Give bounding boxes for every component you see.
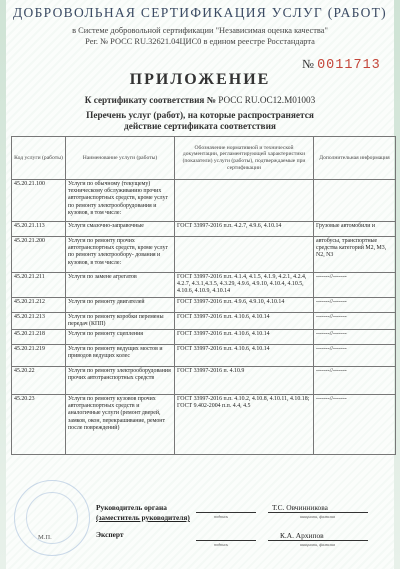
cell-code: 45.20.21.213 [12,312,66,329]
head-sublabel: (заместитель руководителя) [96,513,190,522]
cell-name: Услуги по ремонту сцепления [66,330,175,345]
expert-name: К.А. Архипов [280,531,324,540]
cell-info: -------//------- [314,273,396,298]
table-row [12,273,396,298]
header-info: Дополнительная информация [314,137,396,180]
cell-name: Услуги по ремонту двигателей [66,297,175,312]
table-row [12,395,396,455]
appendix-title: ПРИЛОЖЕНИЕ [129,71,271,88]
header-registration-line: Рег. № РОСС RU.32621.04ЦИС0 в едином реестре Росстандарта [85,37,315,46]
cell-code: 45.20.21.211 [12,273,66,298]
cell-info [314,180,396,222]
cell-code: 45.20.21.218 [12,330,66,345]
stamp-seal-inner [26,492,78,544]
cell-code: 45.20.23 [12,395,66,455]
cell-name: Услуги по ремонту электрооборудования прочих автотранспортных средств [66,367,175,395]
certificate-number: РОСС RU.OC12.M01003 [218,95,316,105]
table-row [12,330,396,345]
head-name-line [268,512,368,513]
cell-code: 45.20.21.100 [12,180,66,222]
head-sign-caption: подпись [214,514,229,519]
list-title-line1: Перечень услуг (работ), на которые распространяется [86,111,314,121]
cell-name: Услуги по обычному (текущему) техническому обслуживанию прочих автотранспортных средств, кроме услуг по ремонту электрооборудования и кузовов, в том числе: [66,180,175,222]
header-docs: Обозначение нормативной и технической документации, регламентирующей характеристики (показатели) услуги (работы), подтверждаемые при сертификации [175,137,314,180]
cell-name: Услуги по ремонту кузовов прочих автотранспортных средств и аналогичные услуги (ремонт дверей, замков, окон, перекрашивание, ремонт после повреждений) [66,395,175,455]
cell-info: -------//------- [314,395,396,455]
cell-info: -------//------- [314,367,396,395]
table-row [12,297,396,312]
table-row [12,367,396,395]
table-header-row [12,137,396,180]
cell-code: 45.20.22 [12,367,66,395]
cell-name: Услуги по замене агрегатов [66,273,175,298]
expert-sign-caption: подпись [214,542,229,547]
cell-info: автобусы, транспортные средства категорий М2, М3, N2, N3 [314,237,396,273]
table-row [12,180,396,222]
certificate-reference [0,95,400,105]
table-row [12,312,396,329]
cell-docs: ГОСТ 33997-2016 п.п. 4.10.2, 4.10.8, 4.10.11, 4.10.18; ГОСТ 9.402-2004 п.п. 4.4, 4.5 [175,395,314,455]
cell-info: -------//------- [314,345,396,367]
expert-initials-caption: инициалы, фамилия [300,542,336,547]
cell-info: Грузовые автомобили и [314,222,396,237]
cell-docs: ГОСТ 33997-2016 п. 4.10.9 [175,367,314,395]
cell-name: Услуги смазочно-заправочные [66,222,175,237]
table-row [12,345,396,367]
cell-name: Услуги по ремонту коробки перемены передач (КПП) [66,312,175,329]
cell-info: -------//------- [314,312,396,329]
cell-name: Услуги по ремонту прочих автотранспортных средств, кроме услуг по ремонту электрообору- дования и кузовов, в том числе: [66,237,175,273]
table-row [12,237,396,273]
cell-docs: ГОСТ 33997-2016 п.п. 4.1.4, 4.1.5, 4.1.9, 4.2.1, 4.2.4, 4.2.7, 4.3.1,4.3.5, 4.3.29, 4.9.6, 4.9.10, 4.10.4, 4.10.5, 4.10.6, 4.10.9, 4.10.14 [175,273,314,298]
cell-info: -------//------- [314,297,396,312]
cell-docs [175,237,314,273]
expert-label: Эксперт [96,530,124,539]
head-signature-line [196,512,256,513]
header-system-line: в Системе добровольной сертификации "Независимая оценка качества" [72,26,328,35]
cell-code: 45.20.21.200 [12,237,66,273]
certificate-label: К сертификату соответствия № [84,95,216,105]
list-title-line2: действие сертификата соответствия [124,122,276,132]
cell-name: Услуги по ремонту ведущих мостов и приводов ведущих колес [66,345,175,367]
header-title: ДОБРОВОЛЬНАЯ СЕРТИФИКАЦИЯ УСЛУГ (РАБОТ) [13,5,387,20]
services-table [11,136,396,455]
stamp-mp-label: М.П. [38,534,52,541]
cell-code: 45.20.21.212 [12,297,66,312]
cell-info: -------//------- [314,330,396,345]
cell-docs [175,180,314,222]
table-row [12,222,396,237]
cell-docs: ГОСТ 33997-2016 п.п. 4.2.7, 4.9.6, 4.10.14 [175,222,314,237]
expert-signature-line [196,540,256,541]
form-number-value: 0011713 [317,58,381,73]
cell-code: 45.20.21.113 [12,222,66,237]
cell-code: 45.20.21.219 [12,345,66,367]
cell-docs: ГОСТ 33997-2016 п.п. 4.10.6, 4.10.14 [175,312,314,329]
form-number-prefix: № [302,57,314,71]
head-initials-caption: инициалы, фамилия [300,514,336,519]
cell-docs: ГОСТ 33997-2016 п.п. 4.10.6, 4.10.14 [175,345,314,367]
header-code: Код услуги (работы) [12,137,66,180]
cell-docs: ГОСТ 33997-2016 п.п. 4.10.6, 4.10.14 [175,330,314,345]
head-name: Т.С. Овчинникова [272,503,328,512]
head-label: Руководитель органа [96,503,167,512]
expert-name-line [268,540,368,541]
header-name: Наименование услуги (работы) [66,137,175,180]
cell-docs: ГОСТ 33997-2016 п.п. 4.9.6, 4.9.10, 4.10.14 [175,297,314,312]
